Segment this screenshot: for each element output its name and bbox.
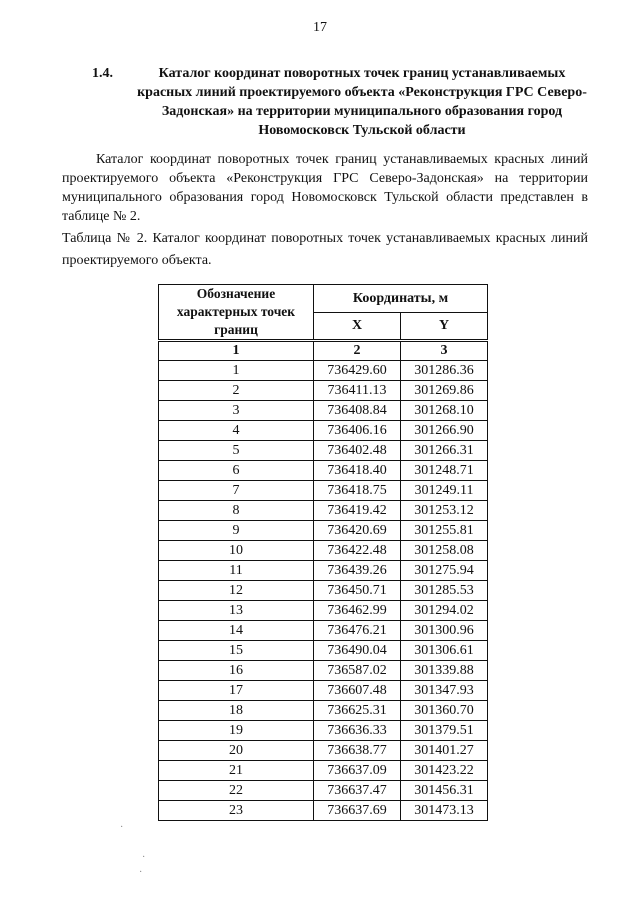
point-number-cell: 12 — [159, 581, 314, 601]
header-y: Y — [401, 313, 488, 341]
y-coordinate-cell: 301266.90 — [401, 421, 488, 441]
header-coordinates: Координаты, м — [314, 285, 488, 313]
table-row — [159, 701, 488, 721]
table-row — [159, 641, 488, 661]
y-coordinate-cell: 301456.31 — [401, 781, 488, 801]
y-coordinate-cell: 301339.88 — [401, 661, 488, 681]
point-number-cell: 9 — [159, 521, 314, 541]
x-coordinate-cell: 736450.71 — [314, 581, 401, 601]
x-coordinate-cell: 736402.48 — [314, 441, 401, 461]
table-row — [159, 441, 488, 461]
table-row — [159, 781, 488, 801]
table-row — [159, 761, 488, 781]
table-row — [159, 621, 488, 641]
y-coordinate-cell: 301360.70 — [401, 701, 488, 721]
scan-mark: · — [139, 867, 143, 878]
x-coordinate-cell: 736638.77 — [314, 741, 401, 761]
x-coordinate-cell: 736476.21 — [314, 621, 401, 641]
y-coordinate-cell: 301266.31 — [401, 441, 488, 461]
x-coordinate-cell: 736411.13 — [314, 381, 401, 401]
table-row — [159, 461, 488, 481]
point-number-cell: 21 — [159, 761, 314, 781]
point-number-cell: 1 — [159, 361, 314, 381]
y-coordinate-cell: 301275.94 — [401, 561, 488, 581]
point-number-cell: 15 — [159, 641, 314, 661]
point-number-cell: 10 — [159, 541, 314, 561]
x-coordinate-cell: 736429.60 — [314, 361, 401, 381]
section-heading — [92, 64, 592, 140]
x-coordinate-cell: 736420.69 — [314, 521, 401, 541]
table-row — [159, 481, 488, 501]
y-coordinate-cell: 301473.13 — [401, 801, 488, 821]
header-x: X — [314, 313, 401, 341]
x-coordinate-cell: 736406.16 — [314, 421, 401, 441]
column-number: 1 — [159, 341, 314, 361]
y-coordinate-cell: 301300.96 — [401, 621, 488, 641]
point-number-cell: 8 — [159, 501, 314, 521]
table-row — [159, 401, 488, 421]
y-coordinate-cell: 301268.10 — [401, 401, 488, 421]
table-row — [159, 681, 488, 701]
x-coordinate-cell: 736419.42 — [314, 501, 401, 521]
x-coordinate-cell: 736422.48 — [314, 541, 401, 561]
point-number-cell: 16 — [159, 661, 314, 681]
x-coordinate-cell: 736625.31 — [314, 701, 401, 721]
intro-paragraph: Каталог координат поворотных точек границ устанавливаемых красных линий проектируемого объекта «Реконструкция ГРС Северо-Задонская» на территории муниципального образования город Новомосковск Тульской области представлен в таблице № 2. — [62, 152, 588, 224]
y-coordinate-cell: 301269.86 — [401, 381, 488, 401]
point-number-cell: 3 — [159, 401, 314, 421]
y-coordinate-cell: 301255.81 — [401, 521, 488, 541]
y-coordinate-cell: 301379.51 — [401, 721, 488, 741]
y-coordinate-cell: 301285.53 — [401, 581, 488, 601]
point-number-cell: 20 — [159, 741, 314, 761]
x-coordinate-cell: 736637.47 — [314, 781, 401, 801]
y-coordinate-cell: 301249.11 — [401, 481, 488, 501]
y-coordinate-cell: 301294.02 — [401, 601, 488, 621]
table-row — [159, 541, 488, 561]
x-coordinate-cell: 736637.09 — [314, 761, 401, 781]
table-row — [159, 501, 488, 521]
column-number: 2 — [314, 341, 401, 361]
point-number-cell: 5 — [159, 441, 314, 461]
x-coordinate-cell: 736418.75 — [314, 481, 401, 501]
point-number-cell: 22 — [159, 781, 314, 801]
table-body — [159, 341, 488, 821]
point-number-cell: 11 — [159, 561, 314, 581]
point-number-cell: 23 — [159, 801, 314, 821]
point-number-cell: 2 — [159, 381, 314, 401]
y-coordinate-cell: 301248.71 — [401, 461, 488, 481]
scan-mark: · — [120, 822, 124, 833]
point-number-cell: 6 — [159, 461, 314, 481]
table-row — [159, 661, 488, 681]
x-coordinate-cell: 736637.69 — [314, 801, 401, 821]
x-coordinate-cell: 736439.26 — [314, 561, 401, 581]
y-coordinate-cell: 301347.93 — [401, 681, 488, 701]
table-row — [159, 381, 488, 401]
table-row — [159, 721, 488, 741]
point-number-cell: 17 — [159, 681, 314, 701]
x-coordinate-cell: 736490.04 — [314, 641, 401, 661]
table-row — [159, 601, 488, 621]
y-coordinate-cell: 301253.12 — [401, 501, 488, 521]
x-coordinate-cell: 736418.40 — [314, 461, 401, 481]
x-coordinate-cell: 736408.84 — [314, 401, 401, 421]
x-coordinate-cell: 736462.99 — [314, 601, 401, 621]
table-row — [159, 741, 488, 761]
header-designation: Обозначение характерных точек границ — [159, 285, 314, 341]
y-coordinate-cell: 301306.61 — [401, 641, 488, 661]
point-number-cell: 7 — [159, 481, 314, 501]
y-coordinate-cell: 301286.36 — [401, 361, 488, 381]
y-coordinate-cell: 301423.22 — [401, 761, 488, 781]
table-row — [159, 581, 488, 601]
x-coordinate-cell: 736587.02 — [314, 661, 401, 681]
scan-mark: · — [142, 852, 146, 863]
point-number-cell: 18 — [159, 701, 314, 721]
column-number: 3 — [401, 341, 488, 361]
point-number-cell: 19 — [159, 721, 314, 741]
table-row — [159, 561, 488, 581]
point-number-cell: 13 — [159, 601, 314, 621]
coordinates-table — [158, 284, 488, 821]
page-number: 17 — [313, 20, 327, 35]
section-number: 1.4. — [92, 66, 113, 81]
y-coordinate-cell: 301401.27 — [401, 741, 488, 761]
x-coordinate-cell: 736636.33 — [314, 721, 401, 741]
table-row — [159, 421, 488, 441]
point-number-cell: 14 — [159, 621, 314, 641]
x-coordinate-cell: 736607.48 — [314, 681, 401, 701]
y-coordinate-cell: 301258.08 — [401, 541, 488, 561]
table-row — [159, 521, 488, 541]
table-row — [159, 361, 488, 381]
point-number-cell: 4 — [159, 421, 314, 441]
table-row — [159, 801, 488, 821]
table-caption: Таблица № 2. Каталог координат поворотных точек устанавливаемых красных линий проектируемого объекта. — [62, 231, 588, 268]
section-title: Каталог координат поворотных точек границ устанавливаемых красных линий проектируемого объекта «Реконструкция ГРС Северо-Задонская» на территории муниципального образования город Новомосковск Тульской области — [137, 66, 587, 138]
column-number-row — [159, 341, 488, 361]
